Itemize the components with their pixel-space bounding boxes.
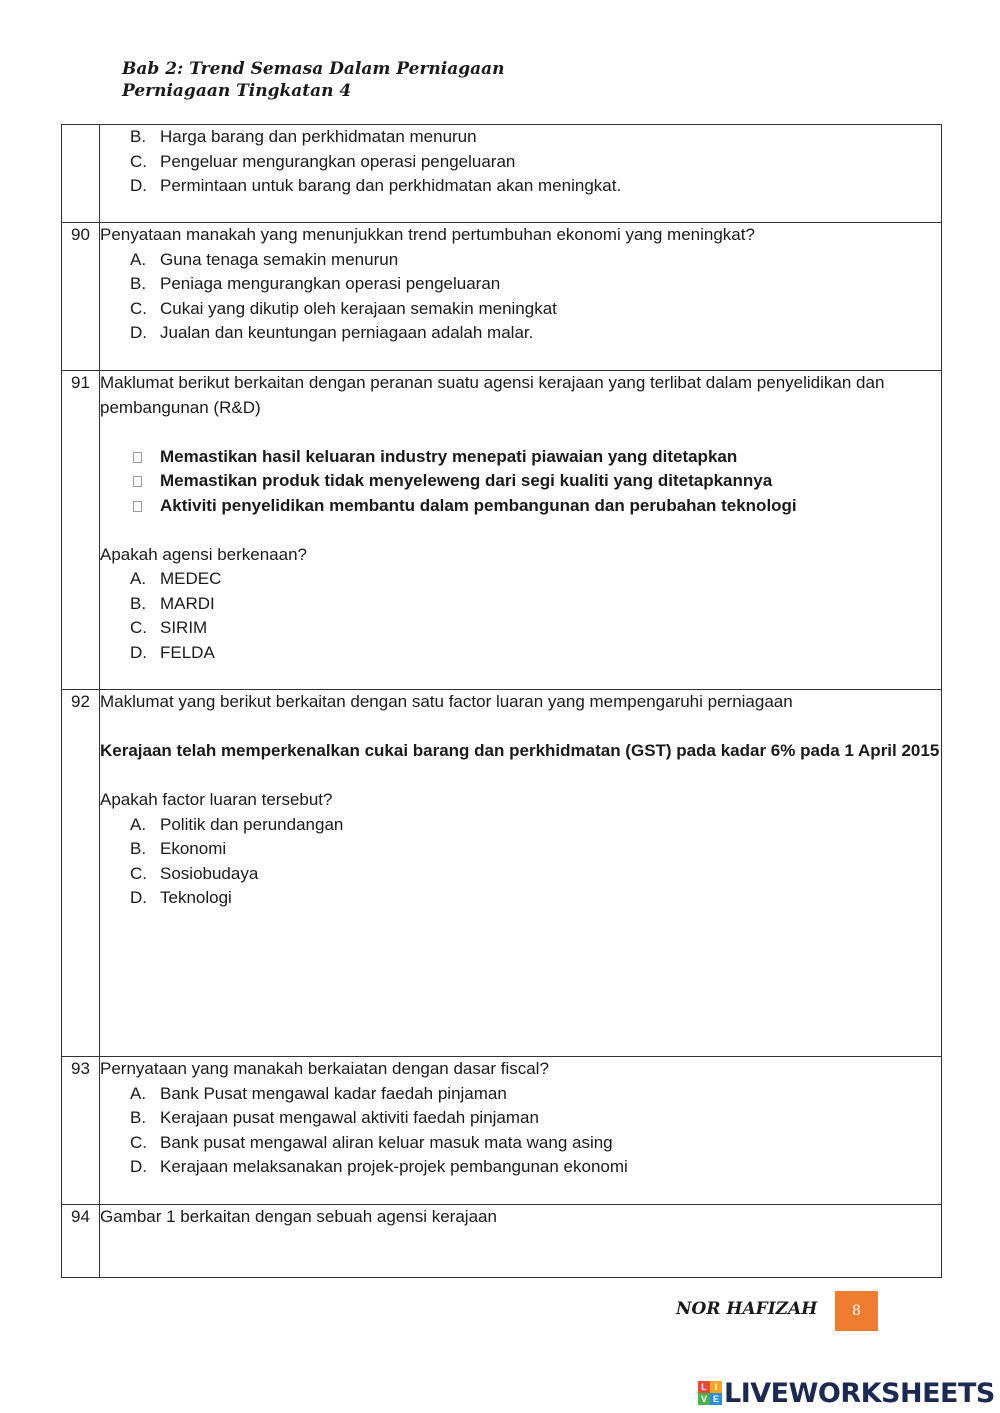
option-d[interactable]: D. Teknologi xyxy=(130,888,232,907)
question-number: 92 xyxy=(62,690,100,1057)
question-text: Penyataan manakah yang menunjukkan trend pertumbuhan ekonomi yang meningkat? xyxy=(100,225,755,244)
question-table xyxy=(61,124,942,1278)
option-b[interactable]: B. Harga barang dan perkhidmatan menurun xyxy=(130,127,477,146)
question-number: 90 xyxy=(62,223,100,371)
option-b[interactable]: B. Kerajaan pusat mengawal aktiviti faedah pinjaman xyxy=(130,1108,539,1127)
logo-letter: E xyxy=(710,1393,722,1405)
page-header xyxy=(122,58,505,102)
question-body-94 xyxy=(100,1205,942,1278)
option-c[interactable]: C. Bank pusat mengawal aliran keluar masuk mata wang asing xyxy=(130,1132,613,1152)
option-a[interactable]: A. Guna tenaga semakin menurun xyxy=(130,249,399,269)
question-text: Pernyataan yang manakah berkaiatan dengan dasar fiscal? xyxy=(100,1059,549,1078)
question-body-92 xyxy=(100,690,942,1057)
author-name: NOR HAFIZAH xyxy=(676,1299,818,1319)
question-prompt: Apakah factor luaran tersebut? xyxy=(100,790,333,809)
table-row xyxy=(62,371,942,690)
question-body-90 xyxy=(100,223,942,371)
option-d[interactable]: D. FELDA xyxy=(130,642,215,662)
question-text: Maklumat yang berikut berkaitan dengan satu factor luaran yang mempengaruhi perniagaan xyxy=(100,692,793,711)
option-a[interactable]: A. MEDEC xyxy=(130,569,222,588)
table-row xyxy=(62,1057,942,1205)
bullet-item: Memastikan produk tidak menyeleweng dari segi kualiti yang ditetapkannya xyxy=(100,469,941,494)
checkbox-square-icon xyxy=(133,476,142,487)
option-c[interactable]: C. SIRIM xyxy=(130,618,208,637)
logo-letter: L xyxy=(698,1381,710,1393)
option-b[interactable]: B. MARDI xyxy=(130,593,215,613)
option-c[interactable]: C. Sosiobudaya xyxy=(130,863,259,883)
logo-letter: V xyxy=(698,1393,710,1405)
watermark-text: LIVEWORKSHEETS xyxy=(724,1377,995,1409)
subject-title: Perniagaan Tingkatan 4 xyxy=(122,81,352,101)
checkbox-square-icon xyxy=(133,452,142,463)
checkbox-square-icon xyxy=(133,501,142,512)
table-row xyxy=(62,223,942,371)
question-number: 93 xyxy=(62,1057,100,1205)
logo-letter: I xyxy=(710,1381,722,1393)
chapter-title: Bab 2: Trend Semasa Dalam Perniagaan xyxy=(122,59,505,79)
option-a[interactable]: A. Politik dan perundangan xyxy=(130,814,344,834)
question-body-93 xyxy=(100,1057,942,1205)
option-a[interactable]: A. Bank Pusat mengawal kadar faedah pinjaman xyxy=(130,1083,507,1103)
option-d[interactable]: D. Jualan dan keuntungan perniagaan adalah malar. xyxy=(130,323,534,342)
question-number-cell xyxy=(62,125,100,223)
liveworksheets-watermark[interactable] xyxy=(698,1378,995,1408)
question-text: Gambar 1 berkaitan dengan sebuah agensi kerajaan xyxy=(100,1207,497,1226)
question-prompt: Apakah agensi berkenaan? xyxy=(100,544,307,564)
question-number: 91 xyxy=(62,371,100,690)
option-d[interactable]: D. Kerajaan melaksanakan projek-projek pembangunan ekonomi xyxy=(130,1157,628,1176)
option-c[interactable]: C. Cukai yang dikutip oleh kerajaan semakin meningkat xyxy=(130,298,557,318)
table-row xyxy=(62,125,942,223)
table-row xyxy=(62,1205,942,1278)
option-c[interactable]: C. Pengeluar mengurangkan operasi pengeluaran xyxy=(130,151,516,171)
option-b[interactable]: B. Peniaga mengurangkan operasi pengeluaran xyxy=(130,274,501,293)
question-body-91 xyxy=(100,371,942,690)
bullet-item: Memastikan hasil keluaran industry menepati piawaian yang ditetapkan xyxy=(100,445,941,470)
bullet-item: Aktiviti penyelidikan membantu dalam pembangunan dan perubahan teknologi xyxy=(100,494,941,519)
question-text: Maklumat berikut berkaitan dengan peranan suatu agensi kerajaan yang terlibat dalam penyelidikan dan pembangunan (R&D) xyxy=(100,373,885,417)
statement-text: Kerajaan telah memperkenalkan cukai barang dan perkhidmatan (GST) pada kadar 6% pada 1 April 2015 xyxy=(100,741,940,760)
page-number: 8 xyxy=(835,1291,878,1331)
question-body-89 xyxy=(100,125,942,223)
liveworksheets-logo-icon xyxy=(698,1381,722,1405)
option-d[interactable]: D. Permintaan untuk barang dan perkhidmatan akan meningkat. xyxy=(130,176,622,195)
table-row xyxy=(62,690,942,1057)
question-number: 94 xyxy=(62,1205,100,1278)
option-b[interactable]: B. Ekonomi xyxy=(130,839,227,858)
